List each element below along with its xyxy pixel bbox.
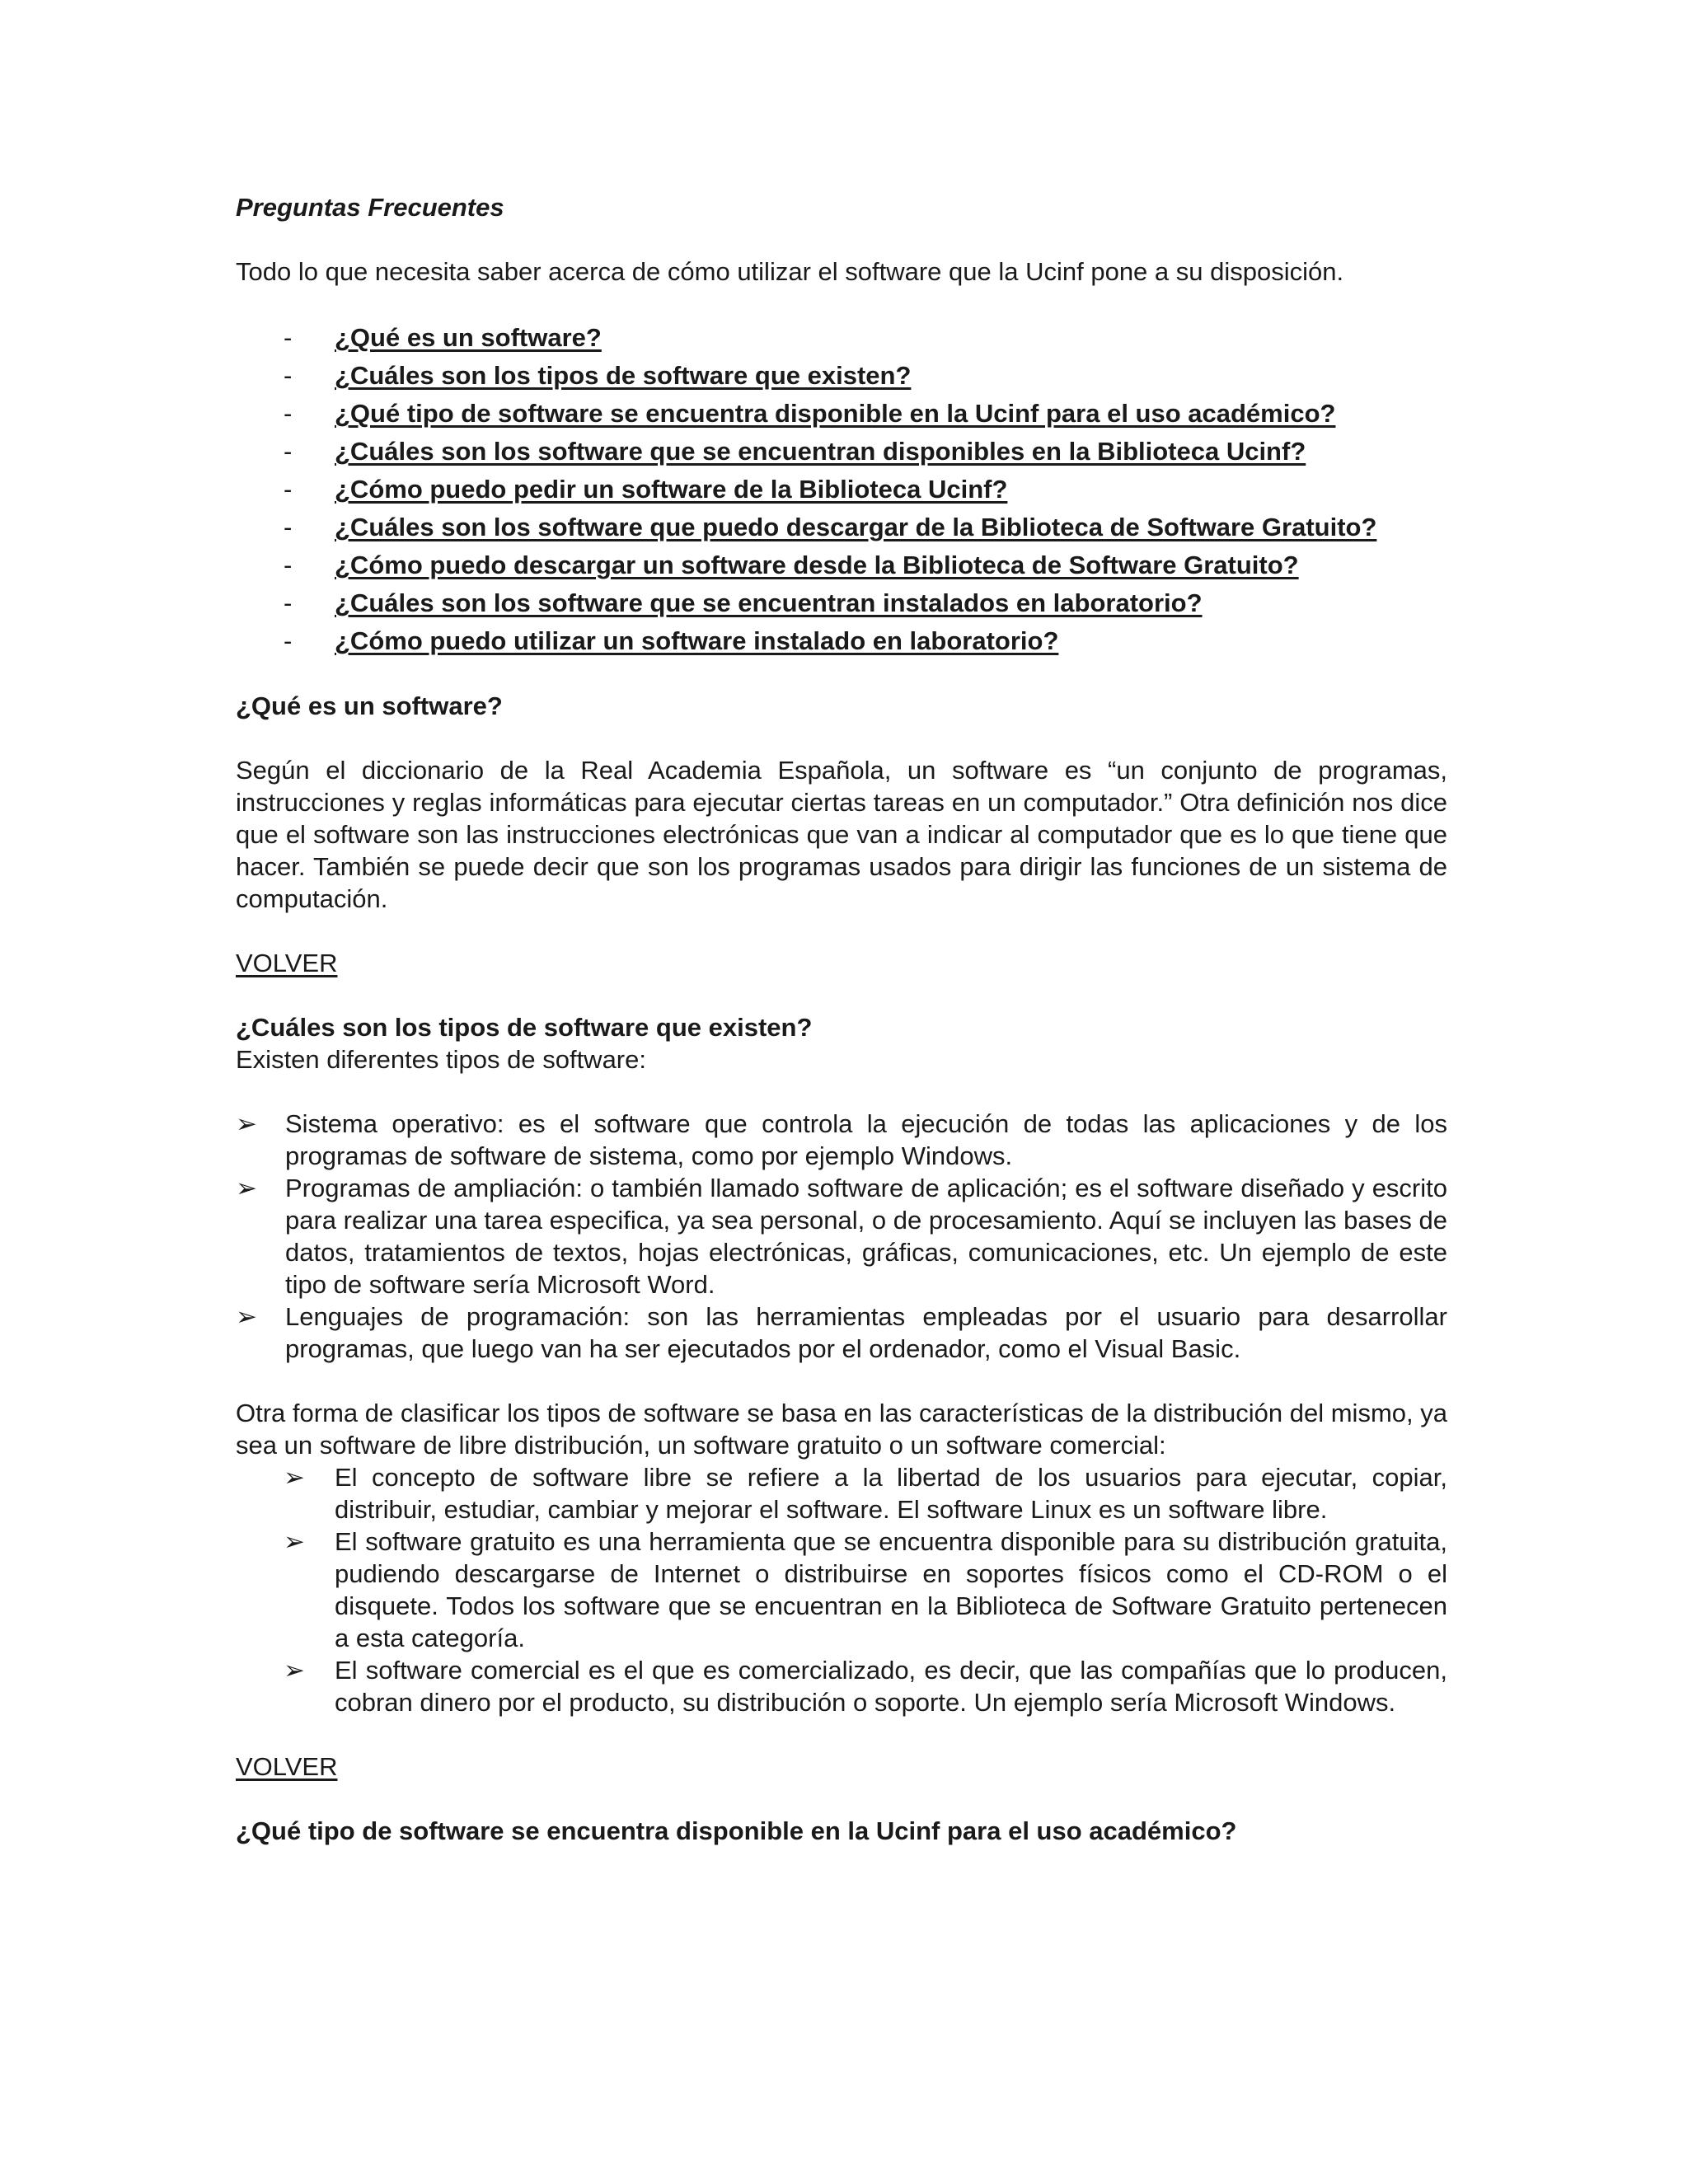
list-item: ➢ El software comercial es el que es comercializado, es decir, que las compañías que lo producen, cobran dinero por el producto, su distribución o soporte. Un ejemplo sería Microsoft Windows.	[284, 1656, 1447, 1717]
arrow-bullet-icon: ➢	[236, 1302, 257, 1331]
arrow-bullet-icon: ➢	[236, 1109, 257, 1138]
list-item	[236, 359, 1447, 391]
list-item	[236, 549, 1447, 581]
volver-link[interactable]: VOLVER	[236, 1752, 338, 1781]
section-body: Según el diccionario de la Real Academia Española, un software es “un conjunto de programas, instrucciones y reglas informáticas para ejecutar ciertas tareas en un computador.” Otra definición nos dice que el software son las instrucciones electrónicas que van a indicar al computador que es lo que tiene que hacer. También se puede decir que son los programas usados para dirigir las funciones de un sistema de computación.	[236, 756, 1447, 913]
list-item: ➢ Lenguajes de programación: son las herramientas empleadas por el usuario para desarrollar programas, que luego van ha ser ejecutados por el ordenador, como el Visual Basic.	[236, 1302, 1447, 1363]
faq-link-tipos-software[interactable]: ¿Cuáles son los tipos de software que existen?	[335, 361, 912, 390]
document-page	[236, 191, 1447, 1847]
faq-index	[236, 321, 1447, 657]
dash-marker: -	[284, 513, 293, 541]
section-lead: Existen diferentes tipos de software:	[236, 1045, 646, 1074]
list-item	[236, 321, 1447, 354]
faq-link-usar-software-laboratorio[interactable]: ¿Cómo puedo utilizar un software instalado en laboratorio?	[335, 626, 1059, 655]
section-heading: ¿Qué tipo de software se encuentra disponible en la Ucinf para el uso académico?	[236, 1816, 1237, 1845]
classification-intro: Otra forma de clasificar los tipos de software se basa en las características de la distribución del mismo, ya sea un software de libre distribución, un software gratuito o un software comercial:	[236, 1399, 1447, 1460]
dash-marker: -	[284, 551, 293, 579]
dash-marker: -	[284, 399, 293, 428]
faq-link-software-laboratorio[interactable]: ¿Cuáles son los software que se encuentran instalados en laboratorio?	[335, 588, 1203, 617]
faq-link-descargar-biblioteca-gratuita[interactable]: ¿Cuáles son los software que puedo descargar de la Biblioteca de Software Gratuito?	[335, 513, 1377, 541]
section-que-es-software	[236, 690, 1447, 1011]
distribution-types-list	[236, 1461, 1447, 1718]
faq-link-software-disponible-ucinf[interactable]: ¿Qué tipo de software se encuentra disponible en la Ucinf para el uso académico?	[335, 399, 1336, 428]
intro-text: Todo lo que necesita saber acerca de cómo utilizar el software que la Ucinf pone a su disposición.	[236, 257, 1344, 286]
list-item	[236, 397, 1447, 429]
faq-link-pedir-software[interactable]: ¿Cómo puedo pedir un software de la Biblioteca Ucinf?	[335, 475, 1008, 504]
dash-marker: -	[284, 588, 293, 617]
arrow-bullet-icon: ➢	[284, 1656, 305, 1685]
list-item: ➢ El software gratuito es una herramienta que se encuentra disponible para su distribución gratuita, pudiendo descargarse de Internet o distribuirse en soportes físicos como el CD-ROM o el disquete. Todos los software que se encuentran en la Biblioteca de Software Gratuito pertenecen a esta categoría.	[284, 1527, 1447, 1652]
dash-marker: -	[284, 626, 293, 655]
list-item	[236, 625, 1447, 657]
list-item	[236, 511, 1447, 543]
section-software-ucinf	[236, 1815, 1447, 1847]
list-item: ➢ Sistema operativo: es el software que controla la ejecución de todas las aplicaciones y de los programas de software de sistema, como por ejemplo Windows.	[236, 1109, 1447, 1170]
section-heading: ¿Qué es un software?	[236, 691, 503, 720]
arrow-bullet-icon: ➢	[284, 1463, 305, 1492]
dash-marker: -	[284, 475, 293, 504]
list-item	[236, 435, 1447, 467]
list-item: ➢ Programas de ampliación: o también llamado software de aplicación; es el software diseñado y escrito para realizar una tarea especifica, ya sea personal, o de procesamiento. Aquí se incluyen las bases de datos, tratamientos de textos, hojas electrónicas, gráficas, comunicaciones, etc. Un ejemplo de este tipo de software sería Microsoft Word.	[236, 1174, 1447, 1299]
software-types-list	[236, 1108, 1447, 1365]
page-title: Preguntas Frecuentes	[236, 193, 504, 222]
list-item	[236, 473, 1447, 505]
volver-link[interactable]: VOLVER	[236, 949, 338, 977]
list-item	[236, 587, 1447, 619]
faq-link-que-es-software[interactable]: ¿Qué es un software?	[335, 323, 602, 352]
faq-link-software-biblioteca[interactable]: ¿Cuáles son los software que se encuentran disponibles en la Biblioteca Ucinf?	[335, 437, 1306, 466]
arrow-bullet-icon: ➢	[236, 1174, 257, 1202]
dash-marker: -	[284, 361, 293, 390]
section-heading: ¿Cuáles son los tipos de software que existen?	[236, 1013, 813, 1042]
dash-marker: -	[284, 437, 293, 466]
dash-marker: -	[284, 323, 293, 352]
section-tipos-software	[236, 1011, 1447, 1815]
faq-link-como-descargar[interactable]: ¿Cómo puedo descargar un software desde la Biblioteca de Software Gratuito?	[335, 551, 1299, 579]
arrow-bullet-icon: ➢	[284, 1527, 305, 1556]
list-item: ➢ El concepto de software libre se refiere a la libertad de los usuarios para ejecutar, copiar, distribuir, estudiar, cambiar y mejorar el software. El software Linux es un software libre.	[284, 1463, 1447, 1524]
